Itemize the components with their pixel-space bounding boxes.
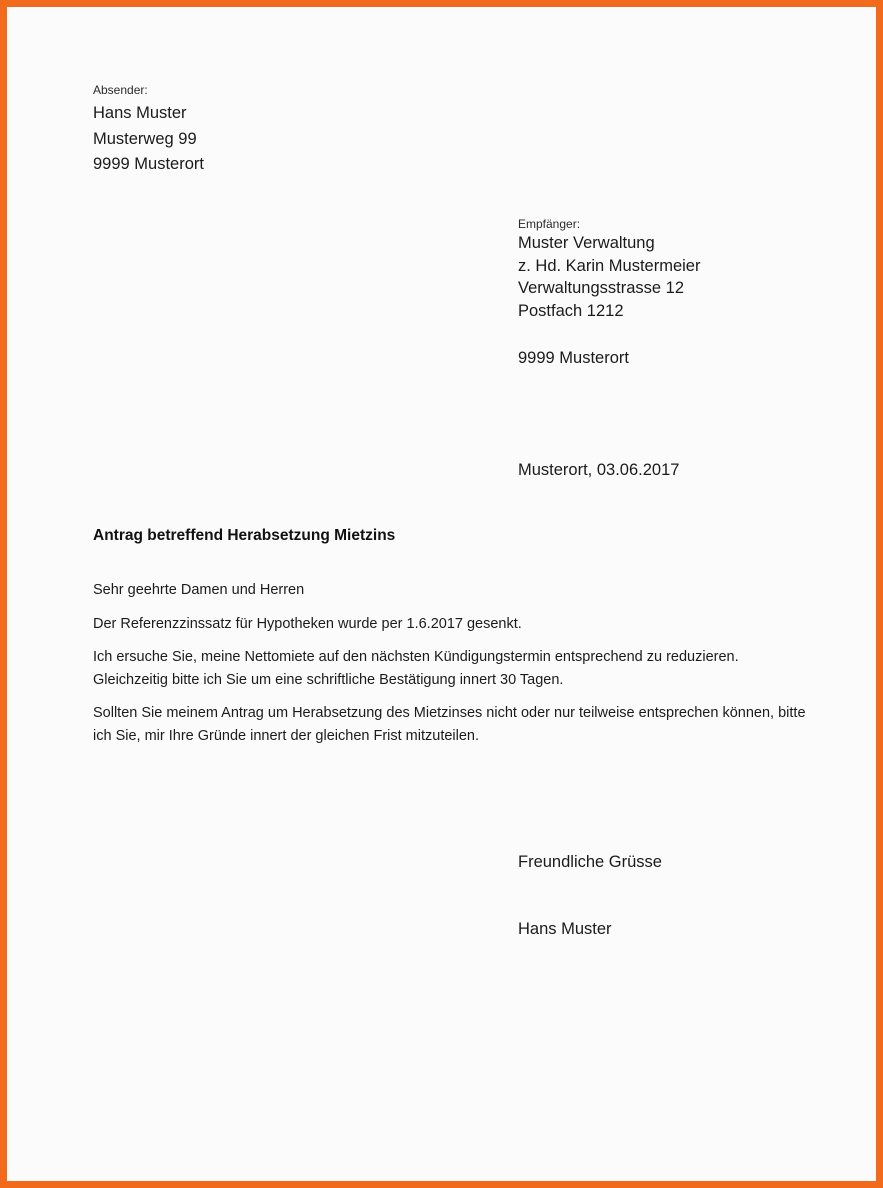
paragraph-line: Ich ersuche Sie, meine Nettomiete auf den nächsten Kündigungstermin entsprechend zu reduzieren. [93,649,739,665]
recipient-label: Empfänger: [518,217,581,231]
paragraph-line: Sollten Sie meinem Antrag um Herabsetzung des Mietzinses nicht oder nur teilweise entsprechen können, bitte [93,705,806,721]
paragraph-line: Gleichzeitig bitte ich Sie um eine schriftliche Bestätigung innert 30 Tagen. [93,671,564,688]
closing-text: Freundliche Grüsse [518,853,662,871]
recipient-company: Muster Verwaltung [518,234,655,252]
sender-name: Hans Muster [93,104,187,122]
letter-body [93,579,863,747]
recipient-street: Verwaltungsstrasse 12 [518,279,685,297]
paragraph-line: ich Sie, mir Ihre Gründe innert der gleichen Frist mitzuteilen. [93,727,480,744]
signature-name: Hans Muster [518,920,612,938]
sender-label: Absender: [93,83,148,97]
paragraph-2 [93,646,863,691]
recipient-city: 9999 Musterort [518,349,629,367]
recipient-pobox: Postfach 1212 [518,301,624,320]
sender-block [93,83,204,178]
paragraph-1 [93,613,863,636]
subject-line: Antrag betreffend Herabsetzung Mietzins [93,527,396,544]
sender-street: Musterweg 99 [93,129,197,148]
salutation: Sehr geehrte Damen und Herren [93,582,305,598]
paragraph-3 [93,702,863,747]
recipient-attention: z. Hd. Karin Mustermeier [518,256,701,275]
sender-city: 9999 Musterort [93,155,204,173]
date-line: Musterort, 03.06.2017 [518,461,680,479]
recipient-block [518,217,700,322]
paragraph-line: Der Referenzzinssatz für Hypotheken wurde per 1.6.2017 gesenkt. [93,615,522,632]
